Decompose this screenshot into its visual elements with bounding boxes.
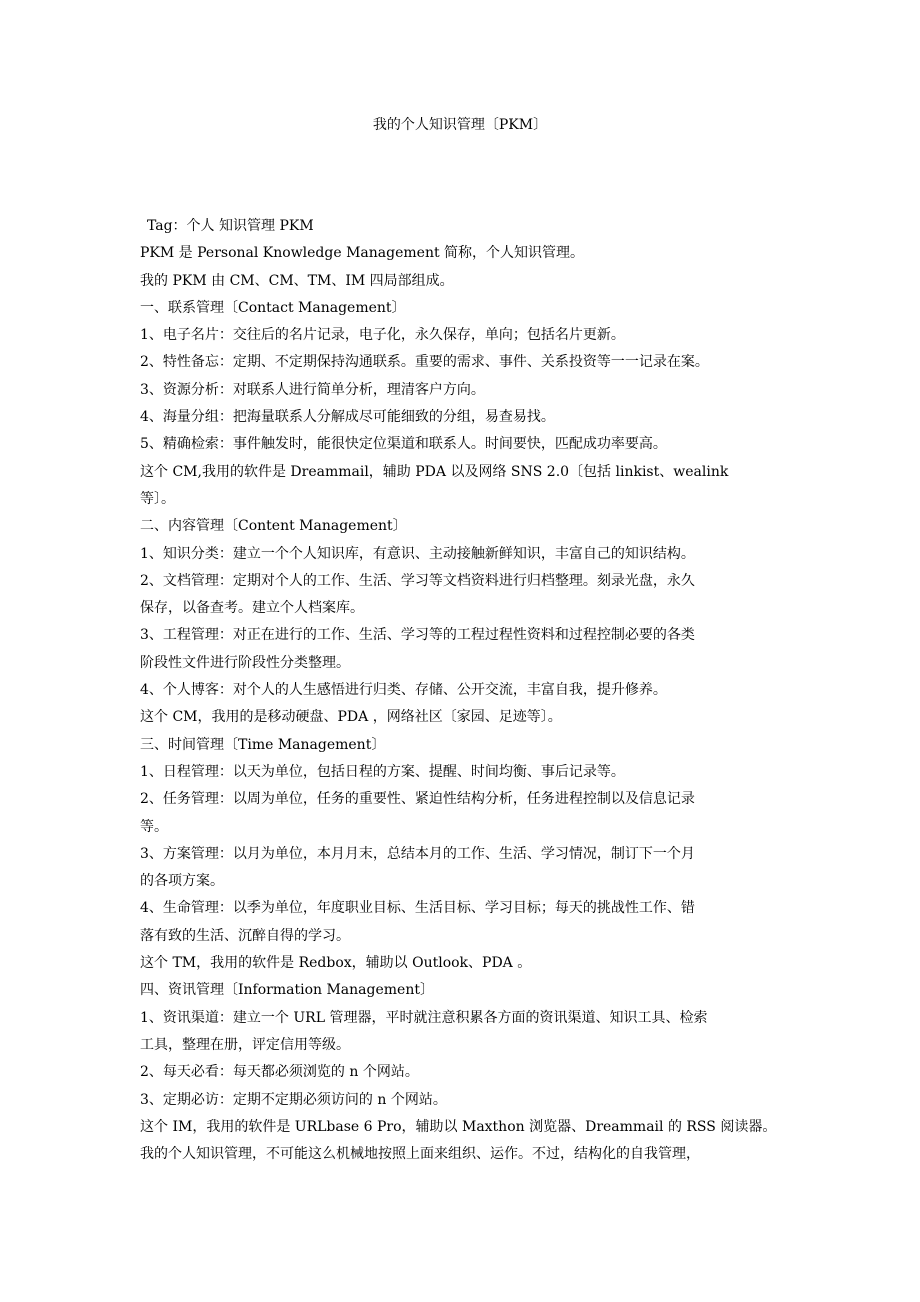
list-item-continuation: 保存，以备查考。建立个人档案库。: [140, 600, 364, 617]
list-item: 3、工程管理：对正在进行的工作、生活、学习等的工程过程性资料和过程控制必要的各类: [140, 627, 695, 644]
list-item: 2、每天必看：每天都必须浏览的 n 个网站。: [140, 1064, 419, 1081]
list-item-continuation: 落有致的生活、沉醉自得的学习。: [140, 927, 350, 944]
list-item: 4、海量分组：把海量联系人分解成尽可能细致的分组，易查易找。: [140, 409, 555, 426]
list-item: 3、资源分析：对联系人进行简单分析，理清客户方向。: [140, 381, 485, 398]
paragraph-line: 等〕。: [140, 490, 175, 507]
list-item: 3、定期必访：定期不定期必须访问的 n 个网站。: [140, 1091, 447, 1108]
paragraph-line: PKM 是 Personal Knowledge Management 简称，个人知识管理。: [140, 245, 585, 262]
document-body: [140, 213, 795, 1168]
paragraph-line: 这个 IM，我用的软件是 URLbase 6 Pro，辅助以 Maxthon 浏览器、Dreammail 的 RSS 阅读器。: [140, 1118, 777, 1135]
tag-line: Tag：个人 知识管理 PKM: [147, 218, 314, 234]
list-item-continuation: 的各项方案。: [140, 873, 224, 890]
list-item: 5、精确检索：事件触发时，能很快定位渠道和联系人。时间要快，匹配成功率要高。: [140, 436, 667, 453]
paragraph-line: 我的 PKM 由 CM、CM、TM、IM 四局部组成。: [140, 272, 454, 289]
paragraph-line: 这个 TM，我用的软件是 Redbox，辅助以 Outlook、PDA 。: [140, 955, 532, 972]
list-item: 3、方案管理：以月为单位，本月月末，总结本月的工作、生活、学习情况，制订下一个月: [140, 845, 695, 862]
list-item: 2、任务管理：以周为单位，任务的重要性、紧迫性结构分析，任务进程控制以及信息记录: [140, 791, 695, 808]
section-heading: 一、联系管理〔Contact Management〕: [140, 299, 406, 316]
list-item: 2、文档管理：定期对个人的工作、生活、学习等文档资料进行归档整理。刻录光盘，永久: [140, 572, 695, 589]
section-heading: 三、时间管理〔Time Management〕: [140, 736, 386, 753]
paragraph-line: 我的个人知识管理，不可能这么机械地按照上面来组织、运作。不过，结构化的自我管理，: [140, 1146, 700, 1163]
list-item: 1、日程管理：以天为单位，包括日程的方案、提醒、时间均衡、事后记录等。: [140, 763, 625, 780]
list-item: 2、特性备忘：定期、不定期保持沟通联系。重要的需求、事件、关系投资等一一记录在案。: [140, 354, 709, 371]
paragraph-line: 这个 CM，我用的是移动硬盘、PDA ，网络社区〔家园、足迹等〕。: [140, 709, 562, 726]
section-heading: 二、内容管理〔Content Management〕: [140, 518, 407, 535]
paragraph-line: 这个 CM,我用的软件是 Dreammail，辅助 PDA 以及网络 SNS 2.0〔包括 linkist、wealink: [140, 463, 729, 480]
section-heading: 四、资讯管理〔Information Management〕: [140, 982, 434, 999]
document-title: 我的个人知识管理〔PKM〕: [372, 117, 548, 133]
list-item: 1、知识分类：建立一个个人知识库，有意识、主动接触新鲜知识，丰富自己的知识结构。: [140, 545, 695, 562]
list-item: 1、电子名片：交往后的名片记录，电子化，永久保存，单向；包括名片更新。: [140, 327, 625, 344]
list-item: 4、生命管理：以季为单位，年度职业目标、生活目标、学习目标；每天的挑战性工作、错: [140, 900, 695, 917]
list-item-continuation: 阶段性文件进行阶段性分类整理。: [140, 654, 350, 671]
list-item-continuation: 等。: [140, 818, 168, 835]
list-item-continuation: 工具，整理在册，评定信用等级。: [140, 1036, 350, 1053]
list-item: 1、资讯渠道：建立一个 URL 管理器，平时就注意积累各方面的资讯渠道、知识工具、检索: [140, 1009, 708, 1026]
list-item: 4、个人博客：对个人的人生感悟进行归类、存储、公开交流，丰富自我，提升修养。: [140, 682, 667, 699]
